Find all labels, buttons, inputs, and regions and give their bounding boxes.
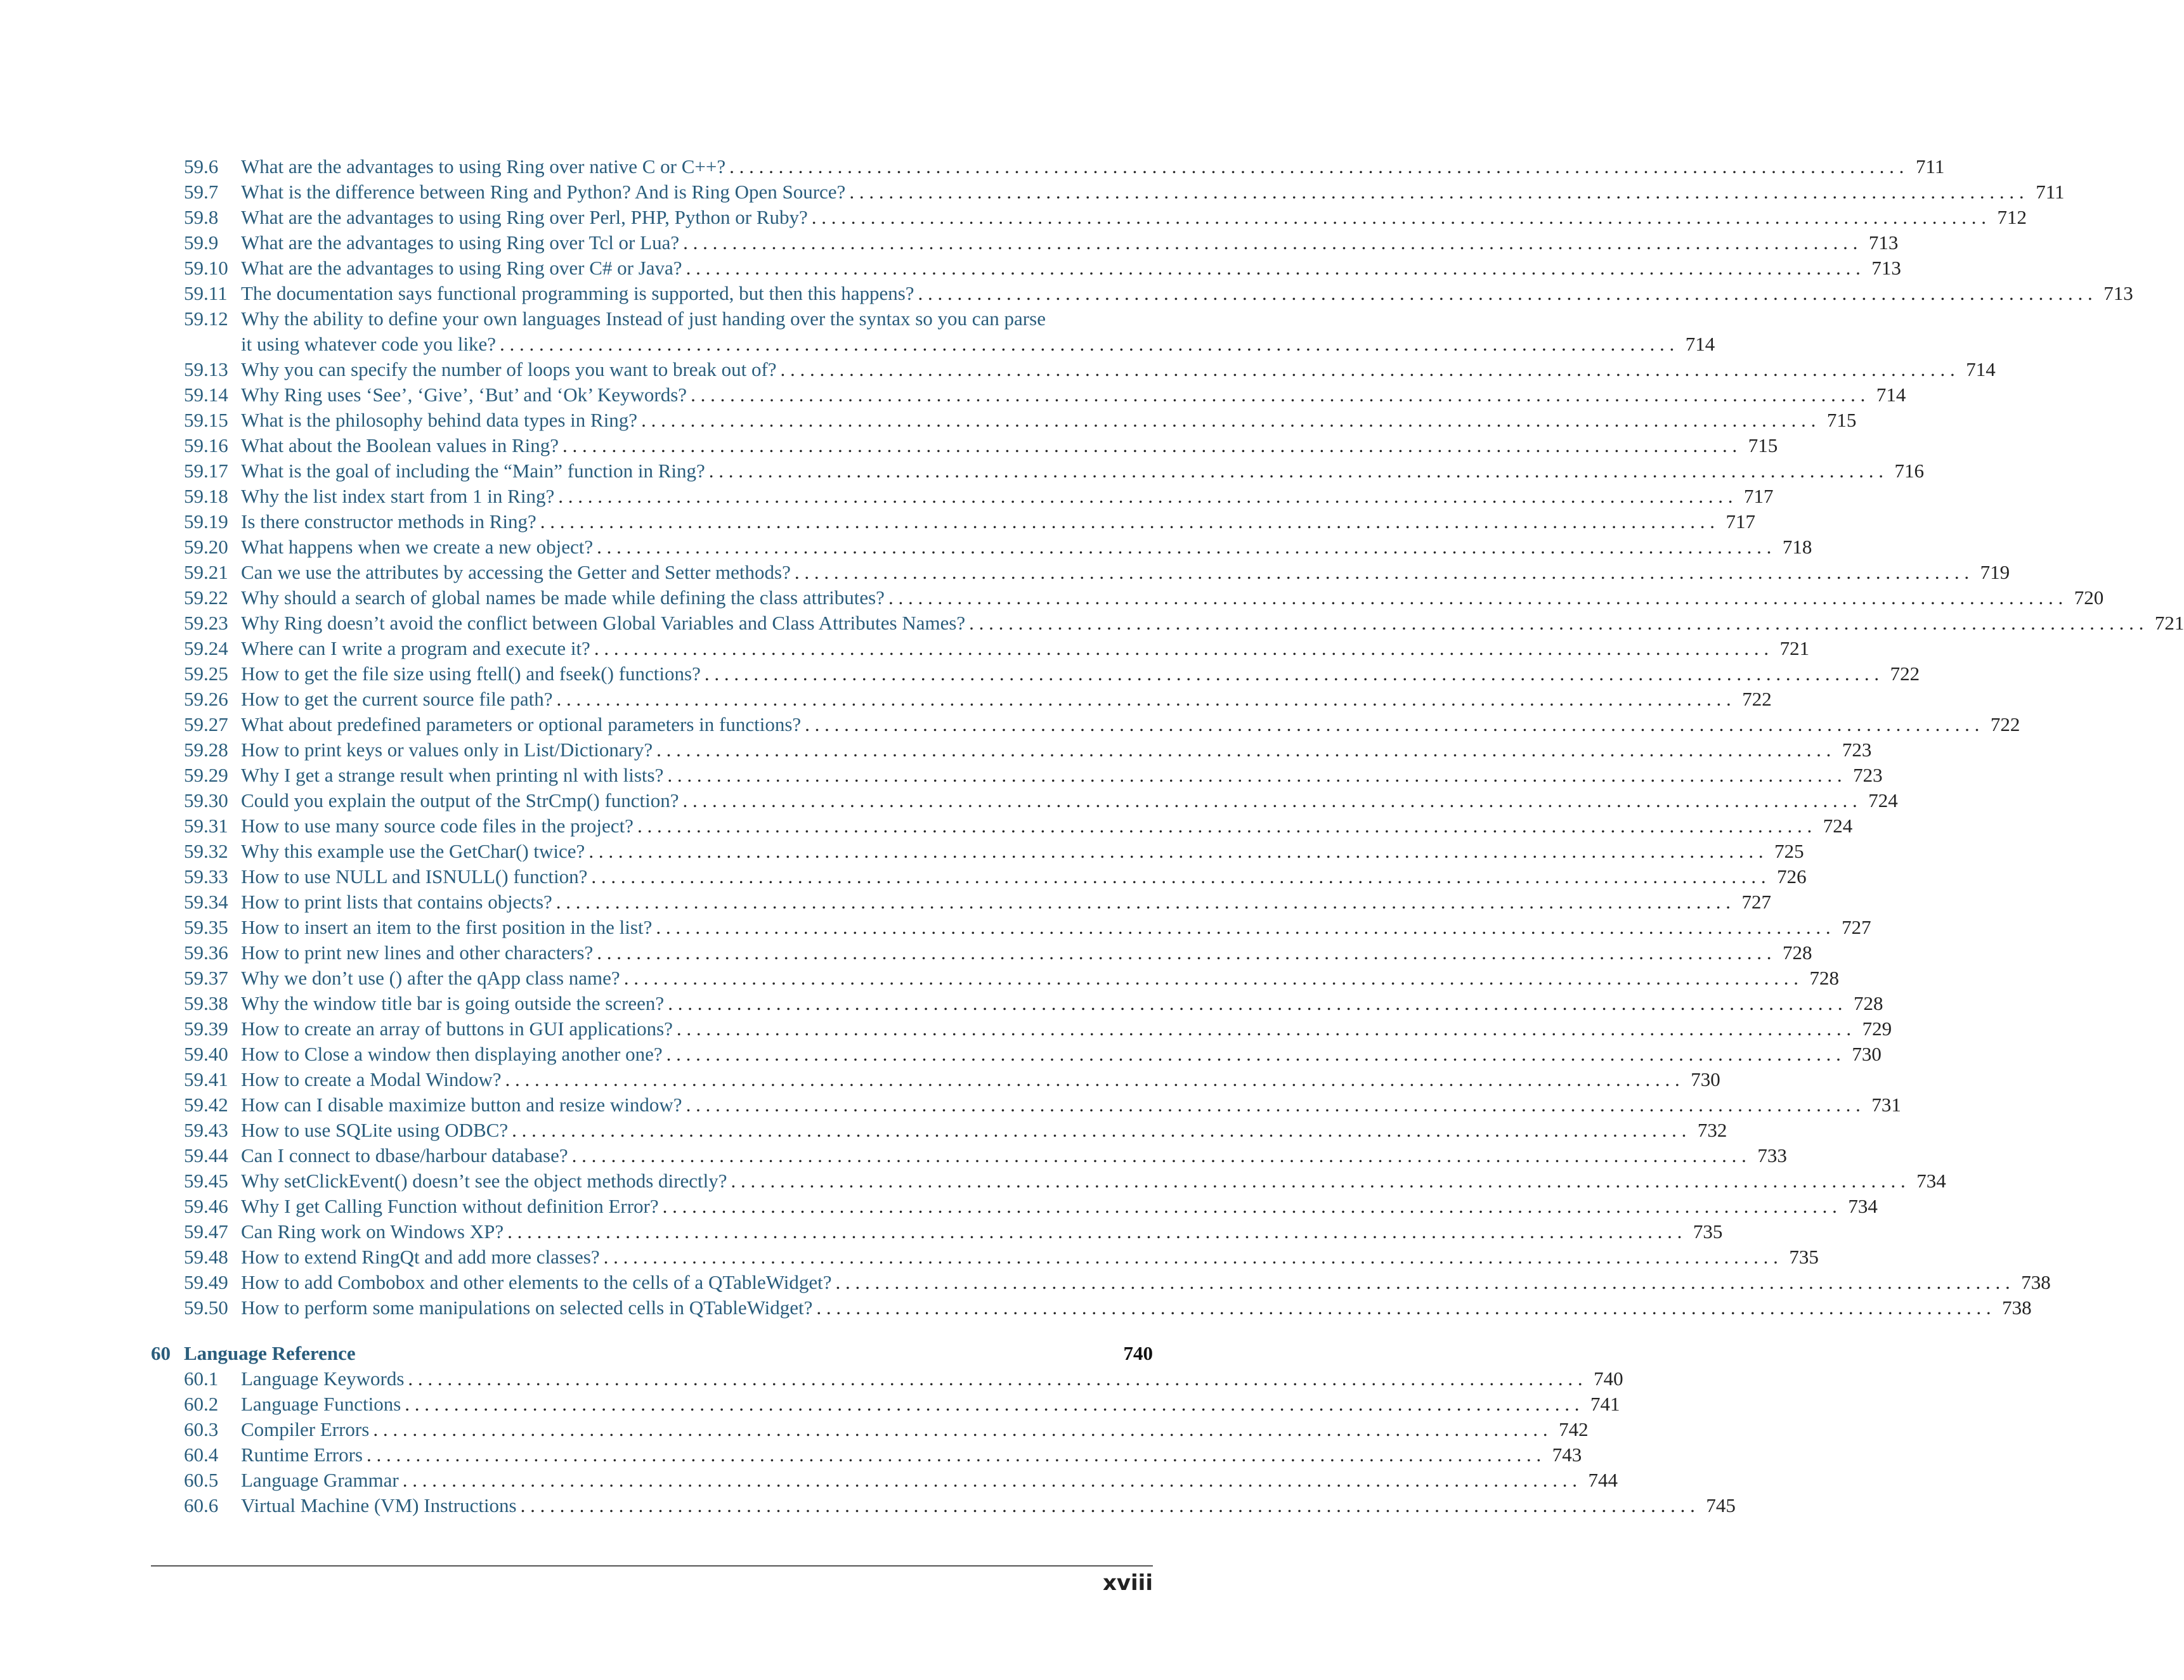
dot-leader: . . . . . . . . . . . . . . . . . . . . . . . . . . . . . . . . . . . . . . . . . . . . . . . . . . . . . . . . . . . . . . . . . . . . . . . . . . . . . . . . . . . . . . . . . . . . . . . . . . . . . . . . . . . . . . . . . . . . . . . . (656, 739, 1831, 761)
toc-entry-title[interactable]: Compiler Errors (241, 1418, 370, 1440)
toc-entry-title[interactable]: How to perform some manipulations on selected cells in QTableWidget? (241, 1296, 813, 1319)
toc-entry[interactable] (151, 1468, 1618, 1493)
dot-leader: . . . . . . . . . . . . . . . . . . . . . . . . . . . . . . . . . . . . . . . . . . . . . . . . . . . . . . . . . . . . . . . . . . . . . . . . . . . . . . . . . . . . . . . . . . . . . . . . . . . . . . . . . . . . . . . . . . . . . . . . (540, 510, 1715, 533)
dot-leader: . . . . . . . . . . . . . . . . . . . . . . . . . . . . . . . . . . . . . . . . . . . . . . . . . . . . . . . . . . . . . . . . . . . . . . . . . . . . . . . . . . . . . . . . . . . . . . . . . . . . . . . . . . . . . . . . . . . . . . . . (571, 1144, 1746, 1166)
toc-entry-page[interactable]: 711 (2036, 181, 2065, 203)
toc-entry-title[interactable]: Language Functions (241, 1393, 401, 1415)
toc-entry-number: 59.8 (184, 206, 219, 228)
toc-entry[interactable] (151, 889, 1772, 915)
toc-entry-title[interactable]: How to use many source code files in the project? (241, 815, 634, 837)
toc-entry[interactable] (151, 281, 2133, 306)
toc-entry-page[interactable]: 713 (1871, 257, 1901, 279)
dot-leader: . . . . . . . . . . . . . . . . . . . . . . . . . . . . . . . . . . . . . . . . . . . . . . . . . . . . . . . . . . . . . . . . . . . . . . . . . . . . . . . . . . . . . . . . . . . . . . . . . . . . . . . . . . . . . . . . . . . . . . . . (729, 155, 1904, 178)
dot-leader: . . . . . . . . . . . . . . . . . . . . . . . . . . . . . . . . . . . . . . . . . . . . . . . . . . . . . . . . . . . . . . . . . . . . . . . . . . . . . . . . . . . . . . . . . . . . . . . . . . . . . . . . . . . . . . . . . . . . . . . . (686, 257, 1861, 279)
dot-leader: . . . . . . . . . . . . . . . . . . . . . . . . . . . . . . . . . . . . . . . . . . . . . . . . . . . . . . . . . . . . . . . . . . . . . . . . . . . . . . . . . . . . . . . . . . . . . . . . . . . . . . . . . . . . . . . . . . . . . . . . (666, 1043, 1841, 1065)
dot-leader: . . . . . . . . . . . . . . . . . . . . . . . . . . . . . . . . . . . . . . . . . . . . . . . . . . . . . . . . . . . . . . . . . . . . . . . . . . . . . . . . . . . . . . . . . . . . . . . . . . . . . . . . . . . . . . . . . . . . . . . . (556, 891, 1731, 913)
toc-entry-page[interactable]: 714 (1685, 333, 1715, 355)
toc-entry-number: 60.2 (184, 1393, 219, 1415)
toc-entry[interactable] (151, 1244, 1819, 1270)
chapter-title[interactable]: Language Reference (184, 1342, 356, 1364)
toc-entry-page[interactable]: 711 (1916, 155, 1945, 178)
dot-leader: . . . . . . . . . . . . . . . . . . . . . . . . . . . . . . . . . . . . . . . . . . . . . . . . . . . . . . . . . . . . . . . . . . . . . . . . . . . . . . . . . . . . . . . . . . . . . . . . . . . . . . . . . . . . . . . . . . . . . . . . (603, 1246, 1778, 1268)
toc-entry-title[interactable]: Why we don’t use () after the qApp class name? (241, 967, 620, 989)
toc-entry-number: 59.15 (184, 409, 228, 431)
toc-entry-number: 59.34 (184, 891, 228, 913)
toc-entry-number: 59.18 (184, 485, 228, 507)
dot-leader: . . . . . . . . . . . . . . . . . . . . . . . . . . . . . . . . . . . . . . . . . . . . . . . . . . . . . . . . . . . . . . . . . . . . . . . . . . . . . . . . . . . . . . . . . . . . . . . . . . . . . . . . . . . . . . . . . . . . . . . . (408, 1367, 1583, 1390)
toc-entry-title[interactable]: Why you can specify the number of loops you want to break out of? (241, 358, 777, 380)
toc-entry-number: 59.26 (184, 688, 228, 710)
toc-entry[interactable] (151, 560, 2010, 585)
toc-section-60 (151, 1366, 1736, 1518)
toc-entry[interactable] (151, 661, 1920, 687)
dot-leader: . . . . . . . . . . . . . . . . . . . . . . . . . . . . . . . . . . . . . . . . . . . . . . . . . . . . . . . . . . . . . . . . . . . . . . . . . . . . . . . . . . . . . . . . . . . . . . . . . . . . . . . . . . . . . . . . . . . . . . . . (637, 815, 1812, 837)
toc-entry-number: 60.4 (184, 1444, 219, 1466)
toc-entry-title[interactable]: How to use SQLite using ODBC? (241, 1119, 509, 1141)
toc-entry-number: 60.6 (184, 1494, 219, 1516)
page-number: xviii (1102, 1570, 1153, 1596)
chapter-number: 60 (151, 1342, 171, 1364)
toc-entry-page[interactable]: 731 (1871, 1094, 1901, 1116)
toc-entry-title[interactable]: What are the advantages to using Ring over Perl, PHP, Python or Ruby? (241, 206, 808, 228)
chapter-page[interactable]: 740 (1123, 1342, 1153, 1364)
dot-leader: . . . . . . . . . . . . . . . . . . . . . . . . . . . . . . . . . . . . . . . . . . . . . . . . . . . . . . . . . . . . . . . . . . . . . . . . . . . . . . . . . . . . . . . . . . . . . . . . . . . . . . . . . . . . . . . . . . . . . . . . (805, 713, 1980, 735)
toc-entry-title[interactable]: What is the goal of including the “Main” function in Ring? (241, 460, 705, 482)
table-of-contents (151, 154, 2184, 1518)
toc-entry-number: 59.36 (184, 941, 228, 964)
toc-entry-page[interactable]: 734 (1916, 1170, 1946, 1192)
toc-entry-title[interactable]: Why Ring uses ‘See’, ‘Give’, ‘But’ and ‘Ok’ Keywords? (241, 384, 687, 406)
toc-entry-page[interactable]: 724 (1823, 815, 1853, 837)
dot-leader: . . . . . . . . . . . . . . . . . . . . . . . . . . . . . . . . . . . . . . . . . . . . . . . . . . . . . . . . . . . . . . . . . . . . . . . . . . . . . . . . . . . . . . . . . . . . . . . . . . . . . . . . . . . . . . . . . . . . . . . . (373, 1418, 1548, 1440)
toc-entry-page[interactable]: 744 (1588, 1469, 1618, 1491)
toc-entry-title[interactable]: Why should a search of global names be made while defining the class attributes? (241, 586, 885, 609)
dot-leader: . . . . . . . . . . . . . . . . . . . . . . . . . . . . . . . . . . . . . . . . . . . . . . . . . . . . . . . . . . . . . . . . . . . . . . . . . . . . . . . . . . . . . . . . . . . . . . . . . . . . . . . . . . . . . . . . . . . . . . . . (682, 789, 1857, 811)
toc-entry-title[interactable]: Why I get Calling Function without definition Error? (241, 1195, 659, 1217)
toc-entry-number: 59.46 (184, 1195, 228, 1217)
dot-leader: . . . . . . . . . . . . . . . . . . . . . . . . . . . . . . . . . . . . . . . . . . . . . . . . . . . . . . . . . . . . . . . . . . . . . . . . . . . . . . . . . . . . . . . . . . . . . . . . . . . . . . . . . . . . . . . . . . . . . . . . (641, 409, 1816, 431)
toc-entry-number: 59.19 (184, 510, 228, 533)
toc-entry-number: 59.23 (184, 612, 228, 634)
dot-leader: . . . . . . . . . . . . . . . . . . . . . . . . . . . . . . . . . . . . . . . . . . . . . . . . . . . . . . . . . . . . . . . . . . . . . . . . . . . . . . . . . . . . . . . . . . . . . . . . . . . . . . . . . . . . . . . . . . . . . . . . (686, 1094, 1861, 1116)
toc-entry-number: 59.49 (184, 1271, 228, 1293)
toc-entry-page[interactable]: 726 (1777, 865, 1807, 888)
toc-entry[interactable] (151, 534, 1812, 560)
toc-entry-page[interactable]: 721 (2154, 612, 2184, 634)
dot-leader: . . . . . . . . . . . . . . . . . . . . . . . . . . . . . . . . . . . . . . . . . . . . . . . . . . . . . . . . . . . . . . . . . . . . . . . . . . . . . . . . . . . . . . . . . . . . . . . . . . . . . . . . . . . . . . . . . . . . . . . . (594, 637, 1769, 659)
dot-leader: . . . . . . . . . . . . . . . . . . . . . . . . . . . . . . . . . . . . . . . . . . . . . . . . . . . . . . . . . . . . . . . . . . . . . . . . . . . . . . . . . . . . . . . . . . . . . . . . . . . . . . . . . . . . . . . . . . . . . . . . (597, 941, 1772, 964)
toc-entry-title[interactable]: Virtual Machine (VM) Instructions (241, 1494, 517, 1516)
toc-entry-number: 59.25 (184, 662, 228, 685)
toc-entry-number: 59.9 (184, 231, 219, 254)
toc-entry-number: 59.13 (184, 358, 228, 380)
toc-entry-number: 59.20 (184, 536, 228, 558)
toc-entry-title-line1[interactable]: Why the ability to define your own languages Instead of just handing over the syntax so you can parse (241, 307, 1046, 330)
toc-entry-number: 59.21 (184, 561, 228, 583)
toc-entry-number: 59.45 (184, 1170, 228, 1192)
dot-leader: . . . . . . . . . . . . . . . . . . . . . . . . . . . . . . . . . . . . . . . . . . . . . . . . . . . . . . . . . . . . . . . . . . . . . . . . . . . . . . . . . . . . . . . . . . . . . . . . . . . . . . . . . . . . . . . . . . . . . . . . (588, 840, 1764, 862)
dot-leader: . . . . . . . . . . . . . . . . . . . . . . . . . . . . . . . . . . . . . . . . . . . . . . . . . . . . . . . . . . . . . . . . . . . . . . . . . . . . . . . . . . . . . . . . . . . . . . . . . . . . . . . . . . . . . . . . . . . . . . . . (656, 916, 1831, 938)
toc-entry-title[interactable]: What about the Boolean values in Ring? (241, 434, 559, 456)
toc-entry-number: 60.5 (184, 1469, 219, 1491)
toc-entry-title[interactable]: How to insert an item to the first position in the list? (241, 916, 653, 938)
toc-entry-page[interactable]: 743 (1552, 1444, 1582, 1466)
toc-entry[interactable] (151, 230, 1899, 255)
toc-entry[interactable] (151, 636, 1810, 661)
dot-leader: . . . . . . . . . . . . . . . . . . . . . . . . . . . . . . . . . . . . . . . . . . . . . . . . . . . . . . . . . . . . . . . . . . . . . . . . . . . . . . . . . . . . . . . . . . . . . . . . . . . . . . . . . . . . . . . . . . . . . . . . (794, 561, 1970, 583)
toc-entry[interactable] (151, 357, 1996, 382)
toc-entry-page[interactable]: 738 (2002, 1296, 2032, 1319)
toc-entry-title[interactable]: How to print new lines and other characters? (241, 941, 594, 964)
toc-entry-number: 59.14 (184, 384, 228, 406)
toc-entry[interactable] (151, 1143, 1787, 1168)
toc-entry-title[interactable]: What is the difference between Ring and Python? And is Ring Open Source? (241, 181, 846, 203)
dot-leader: . . . . . . . . . . . . . . . . . . . . . . . . . . . . . . . . . . . . . . . . . . . . . . . . . . . . . . . . . . . . . . . . . . . . . . . . . . . . . . . . . . . . . . . . . . . . . . . . . . . . . . . . . . . . . . . . . . . . . . . . (591, 865, 1766, 888)
toc-entry-number: 59.11 (184, 282, 228, 304)
toc-entry-page[interactable]: 738 (2021, 1271, 2051, 1293)
toc-entry-number: 59.48 (184, 1246, 228, 1268)
toc-entry-page[interactable]: 728 (1782, 941, 1812, 964)
dot-leader: . . . . . . . . . . . . . . . . . . . . . . . . . . . . . . . . . . . . . . . . . . . . . . . . . . . . . . . . . . . . . . . . . . . . . . . . . . . . . . . . . . . . . . . . . . . . . . . . . . . . . . . . . . . . . . . . . . . . . . . . (704, 662, 1880, 685)
toc-entry[interactable] (151, 966, 1839, 991)
toc-entry-page[interactable]: 724 (1868, 789, 1898, 811)
toc-entry-title[interactable]: What are the advantages to using Ring over native C or C++? (241, 155, 726, 178)
toc-entry-title[interactable]: Why the list index start from 1 in Ring? (241, 485, 555, 507)
toc-entry-title[interactable]: What are the advantages to using Ring over Tcl or Lua? (241, 231, 680, 254)
toc-entry[interactable] (151, 1219, 1723, 1244)
toc-entry-page[interactable]: 735 (1789, 1246, 1819, 1268)
toc-entry-title[interactable]: How to use NULL and ISNULL() function? (241, 865, 588, 888)
toc-entry-page[interactable]: 725 (1774, 840, 1804, 862)
toc-entry[interactable] (151, 255, 1901, 281)
dot-leader: . . . . . . . . . . . . . . . . . . . . . . . . . . . . . . . . . . . . . . . . . . . . . . . . . . . . . . . . . . . . . . . . . . . . . . . . . . . . . . . . . . . . . . . . . . . . . . . . . . . . . . . . . . . . . . . . . . . . . . . . (918, 282, 2093, 304)
toc-entry-title[interactable]: Is there constructor methods in Ring? (241, 510, 536, 533)
toc-entry-title[interactable]: How to get the file size using ftell() and fseek() functions? (241, 662, 701, 685)
toc-entry-title[interactable]: Could you explain the output of the StrCmp() function? (241, 789, 679, 811)
toc-entry[interactable] (151, 839, 1804, 864)
toc-entry[interactable] (151, 1366, 1623, 1392)
toc-entry-page[interactable]: 727 (1842, 916, 1871, 938)
toc-entry[interactable] (151, 1092, 1901, 1118)
dot-leader: . . . . . . . . . . . . . . . . . . . . . . . . . . . . . . . . . . . . . . . . . . . . . . . . . . . . . . . . . . . . . . . . . . . . . . . . . . . . . . . . . . . . . . . . . . . . . . . . . . . . . . . . . . . . . . . . . . . . . . . . (849, 181, 2024, 203)
toc-entry[interactable] (151, 737, 1872, 763)
toc-entry-page[interactable]: 733 (1757, 1144, 1787, 1166)
toc-entry-page[interactable]: 723 (1842, 739, 1872, 761)
toc-entry-title[interactable]: What happens when we create a new object? (241, 536, 594, 558)
toc-entry-title[interactable]: Runtime Errors (241, 1444, 363, 1466)
dot-leader: . . . . . . . . . . . . . . . . . . . . . . . . . . . . . . . . . . . . . . . . . . . . . . . . . . . . . . . . . . . . . . . . . . . . . . . . . . . . . . . . . . . . . . . . . . . . . . . . . . . . . . . . . . . . . . . . . . . . . . . . (667, 764, 1842, 786)
toc-entry-number: 60.3 (184, 1418, 219, 1440)
toc-entry[interactable] (151, 1067, 1720, 1092)
toc-entry[interactable] (151, 864, 1807, 889)
toc-entry[interactable] (151, 509, 1756, 534)
toc-entry[interactable] (151, 687, 1772, 712)
toc-entry-title[interactable]: Can Ring work on Windows XP? (241, 1220, 504, 1243)
toc-entry[interactable] (151, 1442, 1582, 1468)
dot-leader: . . . . . . . . . . . . . . . . . . . . . . . . . . . . . . . . . . . . . . . . . . . . . . . . . . . . . . . . . . . . . . . . . . . . . . . . . . . . . . . . . . . . . . . . . . . . . . . . . . . . . . . . . . . . . . . . . . . . . . . . (623, 967, 1798, 989)
toc-entry[interactable] (151, 205, 2027, 230)
toc-entry-number: 59.7 (184, 181, 219, 203)
toc-entry-title[interactable]: How to Close a window then displaying another one? (241, 1043, 663, 1065)
footer-divider (151, 1565, 1153, 1567)
dot-leader: . . . . . . . . . . . . . . . . . . . . . . . . . . . . . . . . . . . . . . . . . . . . . . . . . . . . . . . . . . . . . . . . . . . . . . . . . . . . . . . . . . . . . . . . . . . . . . . . . . . . . . . . . . . . . . . . . . . . . . . . (505, 1068, 1680, 1090)
dot-leader: . . . . . . . . . . . . . . . . . . . . . . . . . . . . . . . . . . . . . . . . . . . . . . . . . . . . . . . . . . . . . . . . . . . . . . . . . . . . . . . . . . . . . . . . . . . . . . . . . . . . . . . . . . . . . . . . . . . . . . . . (676, 1018, 1852, 1040)
toc-entry-number: 59.29 (184, 764, 228, 786)
toc-entry-page[interactable]: 721 (1779, 637, 1810, 659)
dot-leader: . . . . . . . . . . . . . . . . . . . . . . . . . . . . . . . . . . . . . . . . . . . . . . . . . . . . . . . . . . . . . . . . . . . . . . . . . . . . . . . . . . . . . . . . . . . . . . . . . . . . . . . . . . . . . . . . . . . . . . . . (780, 358, 1955, 380)
toc-entry[interactable] (151, 712, 2020, 737)
dot-leader: . . . . . . . . . . . . . . . . . . . . . . . . . . . . . . . . . . . . . . . . . . . . . . . . . . . . . . . . . . . . . . . . . . . . . . . . . . . . . . . . . . . . . . . . . . . . . . . . . . . . . . . . . . . . . . . . . . . . . . . . (558, 485, 1733, 507)
toc-entry-number: 59.12 (184, 307, 228, 330)
toc-entry-number: 59.35 (184, 916, 228, 938)
toc-entry-number: 59.10 (184, 257, 228, 279)
toc-entry-number: 59.24 (184, 637, 228, 659)
dot-leader: . . . . . . . . . . . . . . . . . . . . . . . . . . . . . . . . . . . . . . . . . . . . . . . . . . . . . . . . . . . . . . . . . . . . . . . . . . . . . . . . . . . . . . . . . . . . . . . . . . . . . . . . . . . . . . . . . . . . . . . . (816, 1296, 1991, 1319)
toc-entry-page[interactable]: 722 (1742, 688, 1772, 710)
toc-entry-number: 59.39 (184, 1018, 228, 1040)
toc-entry-page[interactable]: 742 (1559, 1418, 1589, 1440)
toc-entry-page[interactable]: 723 (1853, 764, 1883, 786)
toc-entry-title[interactable]: Language Keywords (241, 1367, 405, 1390)
dot-leader: . . . . . . . . . . . . . . . . . . . . . . . . . . . . . . . . . . . . . . . . . . . . . . . . . . . . . . . . . . . . . . . . . . . . . . . . . . . . . . . . . . . . . . . . . . . . . . . . . . . . . . . . . . . . . . . . . . . . . . . . (512, 1119, 1687, 1141)
dot-leader: . . . . . . . . . . . . . . . . . . . . . . . . . . . . . . . . . . . . . . . . . . . . . . . . . . . . . . . . . . . . . . . . . . . . . . . . . . . . . . . . . . . . . . . . . . . . . . . . . . . . . . . . . . . . . . . . . . . . . . . . (367, 1444, 1542, 1466)
toc-entry-title[interactable]: What are the advantages to using Ring over C# or Java? (241, 257, 682, 279)
toc-entry-title[interactable]: Language Grammar (241, 1469, 399, 1491)
toc-entry-title[interactable]: How to create an array of buttons in GUI applications? (241, 1018, 673, 1040)
toc-entry-title[interactable]: Why setClickEvent() doesn’t see the object methods directly? (241, 1170, 727, 1192)
toc-entry-number: 59.44 (184, 1144, 228, 1166)
dot-leader: . . . . . . . . . . . . . . . . . . . . . . . . . . . . . . . . . . . . . . . . . . . . . . . . . . . . . . . . . . . . . . . . . . . . . . . . . . . . . . . . . . . . . . . . . . . . . . . . . . . . . . . . . . . . . . . . . . . . . . . . (402, 1469, 1577, 1491)
toc-chapter-60[interactable] (151, 1341, 1153, 1366)
dot-leader: . . . . . . . . . . . . . . . . . . . . . . . . . . . . . . . . . . . . . . . . . . . . . . . . . . . . . . . . . . . . . . . . . . . . . . . . . . . . . . . . . . . . . . . . . . . . . . . . . . . . . . . . . . . . . . . . . . . . . . . . (731, 1170, 1906, 1192)
toc-entry-number: 59.22 (184, 586, 228, 609)
toc-entry-number: 59.31 (184, 815, 228, 837)
toc-entry-title[interactable]: How to print keys or values only in List/Dictionary? (241, 739, 653, 761)
toc-entry[interactable] (151, 585, 2104, 611)
toc-entry[interactable] (151, 788, 1898, 813)
toc-entry-page[interactable]: 718 (1782, 536, 1812, 558)
dot-leader: . . . . . . . . . . . . . . . . . . . . . . . . . . . . . . . . . . . . . . . . . . . . . . . . . . . . . . . . . . . . . . . . . . . . . . . . . . . . . . . . . . . . . . . . . . . . . . . . . . . . . . . . . . . . . . . . . . . . . . . . (507, 1220, 1682, 1243)
toc-entry-title[interactable]: Can we use the attributes by accessing the Getter and Setter methods? (241, 561, 791, 583)
toc-entry-number: 59.38 (184, 992, 228, 1014)
dot-leader: . . . . . . . . . . . . . . . . . . . . . . . . . . . . . . . . . . . . . . . . . . . . . . . . . . . . . . . . . . . . . . . . . . . . . . . . . . . . . . . . . . . . . . . . . . . . . . . . . . . . . . . . . . . . . . . . . . . . . . . . (562, 434, 1738, 456)
toc-entry-number: 59.47 (184, 1220, 228, 1243)
toc-entry[interactable] (151, 1417, 1589, 1442)
toc-entry-page[interactable]: 720 (2074, 586, 2104, 609)
toc-entry-number: 59.50 (184, 1296, 228, 1319)
dot-leader: . . . . . . . . . . . . . . . . . . . . . . . . . . . . . . . . . . . . . . . . . . . . . . . . . . . . . . . . . . . . . . . . . . . . . . . . . . . . . . . . . . . . . . . . . . . . . . . . . . . . . . . . . . . . . . . . . . . . . . . . (597, 536, 1772, 558)
toc-entry-title[interactable]: What about predefined parameters or optional parameters in functions? (241, 713, 802, 735)
toc-entry[interactable] (151, 408, 1857, 433)
toc-entry-page[interactable]: 735 (1693, 1220, 1723, 1243)
toc-entry[interactable] (151, 179, 2065, 205)
toc-entry-title[interactable]: Why I get a strange result when printing nl with lists? (241, 764, 664, 786)
toc-entry-page[interactable]: 734 (1848, 1195, 1878, 1217)
toc-entry-number: 59.16 (184, 434, 228, 456)
toc-entry-title-line2[interactable]: it using whatever code you like? (241, 333, 497, 355)
toc-entry[interactable] (151, 433, 1778, 458)
toc-entry-title[interactable]: Why Ring doesn’t avoid the conflict between Global Variables and Class Attributes Names? (241, 612, 966, 634)
toc-entry-page[interactable]: 717 (1726, 510, 1756, 533)
toc-entry[interactable] (151, 1118, 1727, 1143)
toc-entry-page[interactable]: 745 (1706, 1494, 1736, 1516)
toc-entry-page[interactable]: 722 (1890, 662, 1920, 685)
toc-entry-number: 59.40 (184, 1043, 228, 1065)
dot-leader: . . . . . . . . . . . . . . . . . . . . . . . . . . . . . . . . . . . . . . . . . . . . . . . . . . . . . . . . . . . . . . . . . . . . . . . . . . . . . . . . . . . . . . . . . . . . . . . . . . . . . . . . . . . . . . . . . . . . . . . . (708, 460, 1884, 482)
toc-entry[interactable] (151, 382, 1906, 408)
dot-leader: . . . . . . . . . . . . . . . . . . . . . . . . . . . . . . . . . . . . . . . . . . . . . . . . . . . . . . . . . . . . . . . . . . . . . . . . . . . . . . . . . . . . . . . . . . . . . . . . . . . . . . . . . . . . . . . . . . . . . . . . (888, 586, 2064, 609)
toc-entry-number: 59.43 (184, 1119, 228, 1141)
toc-entry-page[interactable]: 740 (1594, 1367, 1623, 1390)
dot-leader: . . . . . . . . . . . . . . . . . . . . . . . . . . . . . . . . . . . . . . . . . . . . . . . . . . . . . . . . . . . . . . . . . . . . . . . . . . . . . . . . . . . . . . . . . . . . . . . . . . . . . . . . . . . . . . . . . . . . . . . . (969, 612, 2144, 634)
toc-entry[interactable] (151, 1016, 1892, 1042)
toc-entry-title[interactable]: How to print lists that contains objects? (241, 891, 552, 913)
dot-leader: . . . . . . . . . . . . . . . . . . . . . . . . . . . . . . . . . . . . . . . . . . . . . . . . . . . . . . . . . . . . . . . . . . . . . . . . . . . . . . . . . . . . . . . . . . . . . . . . . . . . . . . . . . . . . . . . . . . . . . . . (500, 333, 1675, 355)
toc-entry[interactable] (151, 484, 1774, 509)
toc-entry-number: 59.32 (184, 840, 228, 862)
toc-entry-number: 59.33 (184, 865, 228, 888)
toc-entry-page[interactable]: 714 (1876, 384, 1906, 406)
toc-entry[interactable] (151, 1168, 1946, 1194)
toc-entry[interactable] (151, 611, 2184, 636)
dot-leader: . . . . . . . . . . . . . . . . . . . . . . . . . . . . . . . . . . . . . . . . . . . . . . . . . . . . . . . . . . . . . . . . . . . . . . . . . . . . . . . . . . . . . . . . . . . . . . . . . . . . . . . . . . . . . . . . . . . . . . . . (691, 384, 1866, 406)
toc-entry[interactable] (151, 813, 1853, 839)
toc-entry-page[interactable]: 730 (1852, 1043, 1882, 1065)
toc-entry-title[interactable]: How to add Combobox and other elements to the cells of a QTableWidget? (241, 1271, 832, 1293)
toc-entry[interactable] (151, 915, 1871, 940)
toc-entry-page[interactable]: 713 (1868, 231, 1899, 254)
dot-leader: . . . . . . . . . . . . . . . . . . . . . . . . . . . . . . . . . . . . . . . . . . . . . . . . . . . . . . . . . . . . . . . . . . . . . . . . . . . . . . . . . . . . . . . . . . . . . . . . . . . . . . . . . . . . . . . . . . . . . . . . (520, 1494, 1695, 1516)
dot-leader: . . . . . . . . . . . . . . . . . . . . . . . . . . . . . . . . . . . . . . . . . . . . . . . . . . . . . . . . . . . . . . . . . . . . . . . . . . . . . . . . . . . . . . . . . . . . . . . . . . . . . . . . . . . . . . . . . . . . . . . . (811, 206, 1986, 228)
dot-leader: . . . . . . . . . . . . . . . . . . . . . . . . . . . . . . . . . . . . . . . . . . . . . . . . . . . . . . . . . . . . . . . . . . . . . . . . . . . . . . . . . . . . . . . . . . . . . . . . . . . . . . . . . . . . . . . . . . . . . . . . (556, 688, 1731, 710)
toc-entry-number: 59.42 (184, 1094, 228, 1116)
toc-entry-page[interactable]: 719 (1980, 561, 2010, 583)
toc-entry-title[interactable]: The documentation says functional programming is supported, but then this happens? (241, 282, 914, 304)
toc-entry[interactable] (151, 1392, 1620, 1417)
toc-entry-title[interactable]: How can I disable maximize button and resize window? (241, 1094, 682, 1116)
toc-entry-title[interactable]: How to extend RingQt and add more classes? (241, 1246, 600, 1268)
toc-entry-number: 59.30 (184, 789, 228, 811)
toc-entry-page[interactable]: 728 (1853, 992, 1883, 1014)
toc-entry-title[interactable]: How to create a Modal Window? (241, 1068, 502, 1090)
toc-section-59-part1 (151, 154, 2133, 306)
toc-section-59-part2 (151, 357, 2184, 1321)
toc-entry-page[interactable]: 732 (1697, 1119, 1727, 1141)
dot-leader: . . . . . . . . . . . . . . . . . . . . . . . . . . . . . . . . . . . . . . . . . . . . . . . . . . . . . . . . . . . . . . . . . . . . . . . . . . . . . . . . . . . . . . . . . . . . . . . . . . . . . . . . . . . . . . . . . . . . . . . . (683, 231, 1858, 254)
toc-entry[interactable] (151, 763, 1883, 788)
toc-entry[interactable] (151, 154, 1945, 179)
toc-entry-number: 59.37 (184, 967, 228, 989)
toc-entry[interactable] (151, 1194, 1878, 1219)
toc-entry-page[interactable]: 728 (1809, 967, 1839, 989)
toc-entry-title[interactable]: Can I connect to dbase/harbour database? (241, 1144, 568, 1166)
toc-entry-page[interactable]: 722 (1990, 713, 2020, 735)
toc-entry-page[interactable]: 715 (1826, 409, 1857, 431)
toc-entry[interactable] (151, 940, 1812, 966)
toc-entry-title[interactable]: Where can I write a program and execute it? (241, 637, 590, 659)
dot-leader: . . . . . . . . . . . . . . . . . . . . . . . . . . . . . . . . . . . . . . . . . . . . . . . . . . . . . . . . . . . . . . . . . . . . . . . . . . . . . . . . . . . . . . . . . . . . . . . . . . . . . . . . . . . . . . . . . . . . . . . . (835, 1271, 2010, 1293)
toc-entry[interactable] (151, 1493, 1736, 1518)
toc-entry-number: 60.1 (184, 1367, 219, 1390)
toc-entry[interactable] (151, 991, 1883, 1016)
toc-entry-page[interactable]: 741 (1590, 1393, 1620, 1415)
toc-entry-title[interactable]: How to get the current source file path? (241, 688, 553, 710)
toc-entry-title[interactable]: What is the philosophy behind data types in Ring? (241, 409, 638, 431)
toc-entry[interactable] (151, 1270, 2051, 1295)
toc-entry[interactable] (151, 1295, 2032, 1321)
toc-entry-page[interactable]: 713 (2103, 282, 2133, 304)
toc-entry-title[interactable]: Why the window title bar is going outside the screen? (241, 992, 665, 1014)
toc-entry-number: 59.17 (184, 460, 228, 482)
toc-entry-number: 59.28 (184, 739, 228, 761)
dot-leader: . . . . . . . . . . . . . . . . . . . . . . . . . . . . . . . . . . . . . . . . . . . . . . . . . . . . . . . . . . . . . . . . . . . . . . . . . . . . . . . . . . . . . . . . . . . . . . . . . . . . . . . . . . . . . . . . . . . . . . . . (405, 1393, 1580, 1415)
toc-entry-page[interactable]: 715 (1748, 434, 1778, 456)
toc-entry-number: 59.27 (184, 713, 228, 735)
toc-entry-number: 59.41 (184, 1068, 228, 1090)
dot-leader: . . . . . . . . . . . . . . . . . . . . . . . . . . . . . . . . . . . . . . . . . . . . . . . . . . . . . . . . . . . . . . . . . . . . . . . . . . . . . . . . . . . . . . . . . . . . . . . . . . . . . . . . . . . . . . . . . . . . . . . . (662, 1195, 1837, 1217)
toc-entry-page[interactable]: 714 (1966, 358, 1996, 380)
toc-entry[interactable] (151, 458, 1925, 484)
toc-entry-page[interactable]: 727 (1741, 891, 1772, 913)
toc-entry-number: 59.6 (184, 155, 219, 178)
toc-entry-page[interactable]: 716 (1894, 460, 1925, 482)
toc-entry-59-12[interactable] (151, 306, 1715, 357)
toc-entry-title[interactable]: Why this example use the GetChar() twice? (241, 840, 585, 862)
dot-leader: . . . . . . . . . . . . . . . . . . . . . . . . . . . . . . . . . . . . . . . . . . . . . . . . . . . . . . . . . . . . . . . . . . . . . . . . . . . . . . . . . . . . . . . . . . . . . . . . . . . . . . . . . . . . . . . . . . . . . . . . (668, 992, 1843, 1014)
toc-entry-page[interactable]: 717 (1743, 485, 1774, 507)
toc-entry[interactable] (151, 1042, 1882, 1067)
toc-entry-page[interactable]: 730 (1691, 1068, 1720, 1090)
toc-entry-page[interactable]: 729 (1862, 1018, 1892, 1040)
toc-entry-page[interactable]: 712 (1997, 206, 2027, 228)
